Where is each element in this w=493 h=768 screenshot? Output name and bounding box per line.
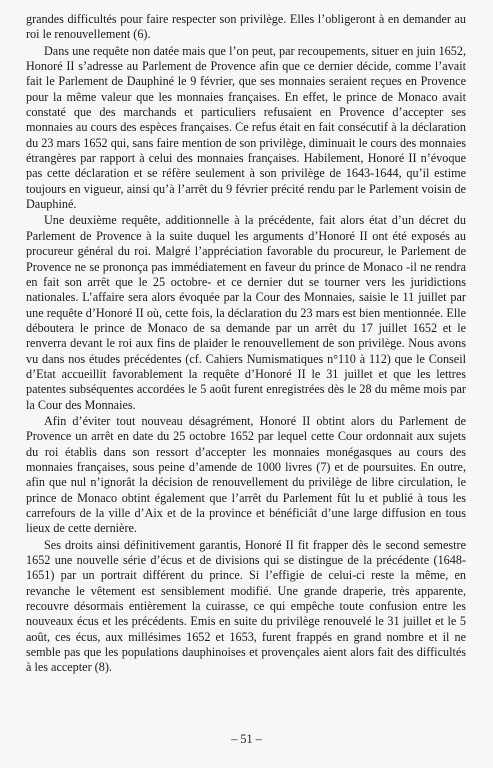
paragraph-5: Ses droits ainsi définitivement garantis, Honoré II fit frapper dès le second semestre 1652 une nouvelle série d’écus et de divisions qui se distingue de la précédente (1648-1651) par un portrait différent du prince. Si l’effigie de celui-ci reste la même, en revanche le vêtement est sensiblement modifié. Une grande draperie, très apparente, recouvre désormais entièrement la cuirasse, ce qui empêche toute confusion entre les nouveaux écus et les précédents. Emis en suite du privilège renouvelé le 31 juillet et le 5 août, ces écus, aux millésimes 1652 et 1653, furent frappés en grand nombre et il ne semble pas que les populations dauphinoises et provençales aient alors fait des difficultés à les accepter (8). (26, 537, 466, 675)
paragraph-1: grandes difficultés pour faire respecter son privilège. Elles l’obligeront à en demander au roi le renouvellement (6). (26, 12, 466, 42)
page-number: – 51 – (231, 732, 262, 746)
paragraph-2: Dans une requête non datée mais que l’on peut, par recoupements, situer en juin 1652, Honoré II s’adresse au Parlement de Provence afin que ce dernier décide, comme l’avait fait le Parlement de Dauphiné le 9 février, que ses monnaies seraient reçues en Provence pour la même valeur que les monnaies françaises. En effet, le prince de Monaco avait constaté que des marchands et particuliers refusaient en Provence d’accepter ses monnaies au cours des espèces françaises. Ce refus était en fait consécutif à la déclaration du 23 mars 1652 qui, sans faire mention de son privilège, diminuait le cours des monnaies étrangères par rapport à celui des monnaies françaises. Habilement, Honoré II n’évoque pas cette déclaration et se réfère seulement à son privilège de 1643-1644, qu’il estime toujours en vigueur, ainsi qu’à l’arrêt du 9 février précité rendu par le Parlement voisin de Dauphiné. (26, 43, 466, 212)
paragraph-3: Une deuxième requête, additionnelle à la précédente, fait alors état d’un décret du Parlement de Provence à la suite duquel les arguments d’Honoré II ont été exposés au procureur général du roi. Malgré l’appréciation favorable du procureur, le Parlement de Provence ne se prononça pas immédiatement en faveur du prince de Monaco -il ne rendra en fait son arrêt que le 25 octobre- et ce dernier dut se tourner vers les juridictions nationales. L’affaire sera alors évoquée par la Cour des Monnaies, saisie le 11 juillet par une requête d’Honoré II où, cette fois, la déclaration du 23 mars est bien mentionnée. Elle déboutera le prince de Monaco de sa demande par un arrêt du 17 juillet 1652 et le renverra devant le roi aux fins de plaider le renouvellement de son privilège. Nous avons vu dans nos études précédentes (cf. Cahiers Numismatiques n°110 à 112) que le Conseil d’Etat accueillit favorablement la requête d’Honoré II le 31 juillet et que les lettres patentes subséquentes accordées le 5 août furent enregistrées dès le 28 du même mois par la Cour des Monnaies. (26, 213, 466, 412)
paragraph-4: Afin d’éviter tout nouveau désagrément, Honoré II obtint alors du Parlement de Provence un arrêt en date du 25 octobre 1652 par lequel cette Cour ordonnait aux sujets du roi établis dans son ressort d’accepter les monnaies monégasques au cours des monnaies françaises, sous peine d’amende de 1000 livres (7) et de poursuites. En outre, afin que nul n’ignorât la décision de renouvellement du privilège de libre circulation, le prince de Monaco obtint également que l’arrêt du Parlement fût lu et publié à tous les carrefours de la ville d’Aix et de la province et bénéficiât d’une large diffusion en tous lieux de cette dernière. (26, 413, 466, 536)
